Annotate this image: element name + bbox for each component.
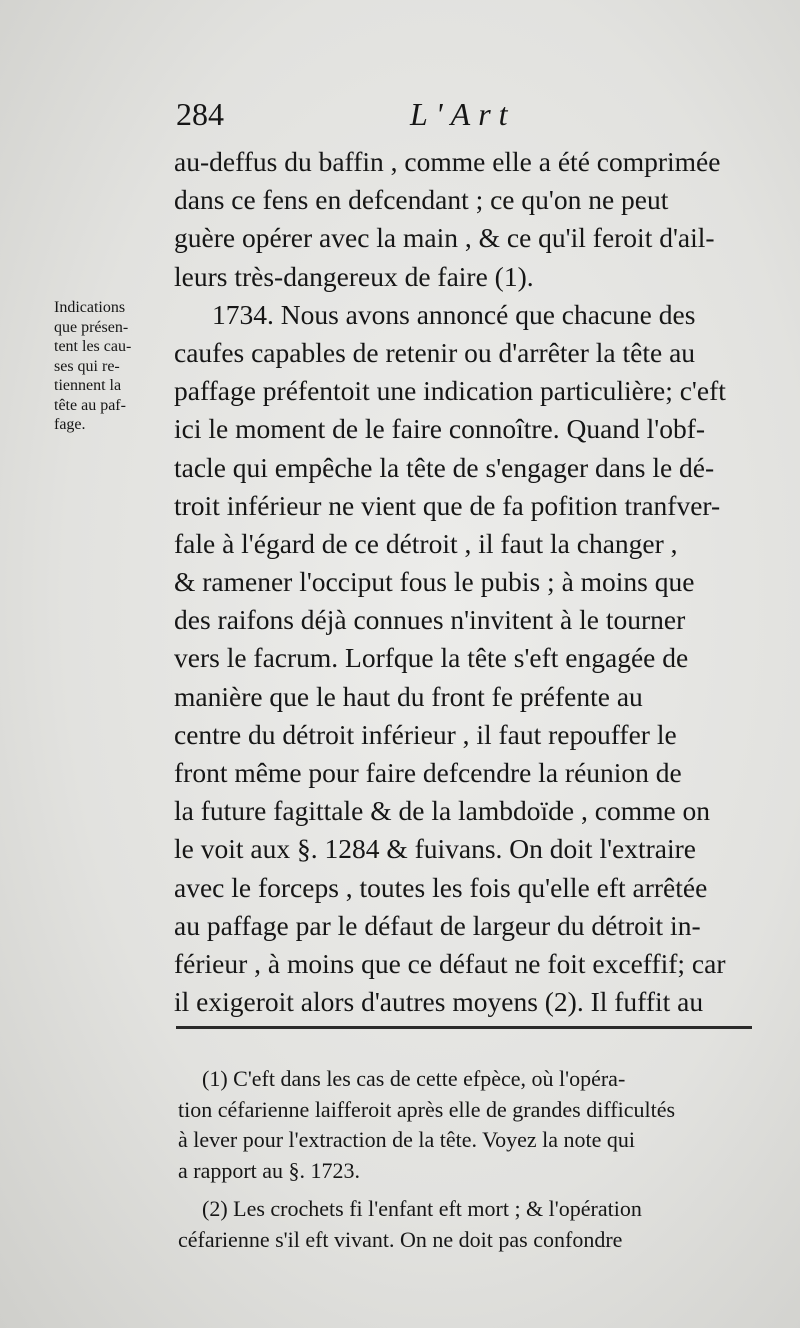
footnote-line: à lever pour l'extraction de la tête. Voyez la note qui	[178, 1127, 636, 1152]
footnote-line: tion céfarienne laifferoit après elle de grandes difficultés	[178, 1096, 676, 1122]
text-line: avec le forceps , toutes les fois qu'elle eft arrêtée	[174, 871, 708, 903]
text-line: leurs très-dangereux de faire (1).	[174, 260, 534, 292]
text-line: 1734. Nous avons annoncé que chacune des	[212, 298, 696, 330]
text-line: la future fagittale & de la lambdoïde , comme on	[174, 795, 711, 827]
margin-note-line: Indications	[54, 299, 126, 316]
text-line: férieur , à moins que ce défaut ne foit exceffif; car	[174, 947, 726, 979]
text-line: paffage préfentoit une indication particulière; c'eft	[174, 375, 726, 407]
text-line: le voit aux §. 1284 & fuivans. On doit l'extraire	[174, 833, 697, 865]
footnote-line: a rapport au §. 1723.	[178, 1157, 361, 1183]
text-line: troit inférieur ne vient que de fa pofition tranfver-	[174, 489, 721, 521]
margin-note-line: tête au paf-	[54, 396, 126, 414]
text-line: dans ce fens en defcendant ; ce qu'on ne peut	[174, 184, 669, 216]
text-line: au-deffus du baffin , comme elle a été comprimée	[174, 146, 721, 177]
text-line: front même pour faire defcendre la réunion de	[174, 757, 682, 788]
footnotes	[178, 1064, 768, 1255]
text-line: ici le moment de le faire connoître. Quand l'obf-	[174, 413, 706, 445]
margin-note-line: ses qui re-	[54, 357, 120, 375]
margin-note-line: tiennent la	[54, 377, 122, 394]
text-line: guère opérer avec la main , & ce qu'il feroit d'ail-	[174, 222, 715, 254]
text-line: au paffage par le défaut de largeur du détroit in-	[174, 909, 701, 941]
margin-note-line: tent les cau-	[54, 338, 132, 355]
page-header	[176, 96, 556, 140]
text-line: & ramener l'occiput fous le pubis ; à moins que	[174, 566, 695, 598]
text-line: tacle qui empêche la tête de s'engager dans le dé-	[174, 451, 715, 483]
footnote-line: (1) C'eft dans les cas de cette efpèce, où l'opéra-	[202, 1066, 626, 1091]
text-line: centre du détroit inférieur , il faut repouffer le	[174, 718, 677, 750]
footnote-line: céfarienne s'il eft vivant. On ne doit pas confondre	[178, 1226, 623, 1252]
text-line: caufes capables de retenir ou d'arrêter la tête au	[174, 336, 696, 368]
footnote-1	[178, 1064, 768, 1186]
text-line: des raifons déjà connues n'invitent à le tourner	[174, 604, 686, 636]
footnote-line: (2) Les crochets fi l'enfant eft mort ; & l'opération	[202, 1196, 642, 1221]
text-line: il exigeroit alors d'autres moyens (2). Il fuffit au	[174, 986, 704, 1018]
text-line: manière que le haut du front fe préfente au	[174, 680, 643, 712]
margin-note-line: fage.	[54, 416, 86, 433]
main-text	[174, 143, 764, 1021]
text-line: fale à l'égard de ce détroit , il faut la changer ,	[174, 527, 678, 559]
margin-note-line: que présen-	[54, 318, 129, 336]
text-line: vers le facrum. Lorfque la tête s'eft engagée de	[174, 642, 689, 674]
footnote-2	[178, 1194, 768, 1255]
margin-note	[54, 298, 184, 435]
page-number: 284	[176, 96, 224, 132]
footnote-divider	[176, 1026, 752, 1029]
running-title: L'Art	[410, 96, 516, 132]
